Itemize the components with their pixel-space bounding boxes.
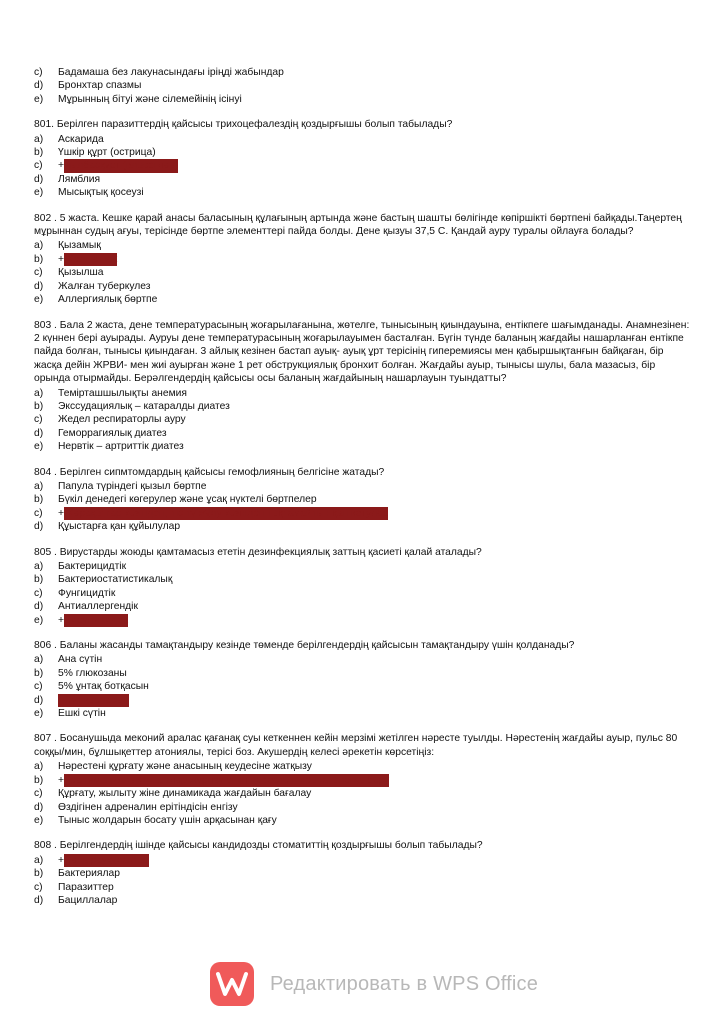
option-text: Бактериялар	[58, 868, 120, 880]
question-text: 801. Берілген паразиттердің қайсысы трихоцефалездің қоздырғышы болып табылады?	[34, 119, 453, 131]
option-text: Өздігінен адреналин ерітіндісін енгізу	[58, 801, 238, 813]
option-text: Ана сүтін	[58, 654, 103, 666]
option-letter: b)	[34, 494, 44, 506]
answer-option-correct	[34, 694, 690, 707]
correct-marker: +	[58, 160, 65, 172]
answer-option	[34, 427, 690, 440]
answer-option	[34, 760, 690, 773]
question-text: 802 . 5 жаста. Кешке қарай анасы баласының құлағының артында және бастың шашты бөлігінде көпіршікті бөртпені байқады.Таңертең мұрыннан судың ағуы, терісінде бөртпе элементтері пайда болды. Дене қызуы 37,5 С. Қандай ауру туралы ойлауға болады?	[34, 212, 682, 238]
option-letter: a)	[34, 480, 44, 492]
question-text: 803 . Бала 2 жаста, дене температурасының жоғарылағанына, жөтелге, тынысының қиындауына, ентікпеге шағымданады. Анамнезінен: 2 күннен бері ауырады. Ауруы дене температурасының жоғарылауымен басталған. Бүгін түнде баланың жағдайы нашарланған ентікпе пайда болған, тынысы қиындаған. 3 айлық кезінен бастап ауық- ауық ұрт терісінің гиперемиясы мен қабыршықтанғын байқаған, бір жасқа дейін ЖРВИ- мен жиі ауырған және 1 рет обструкциялық бронхит болған. Жағдайы ауыр, тынысы шулы, бала мазасыз, бір орында отырмайды. Берәлгендердің қайсысы осы баланың жағдайының нашарлауын туындатты?	[34, 319, 690, 385]
option-text: Қызамық	[58, 240, 101, 252]
question-block	[34, 212, 690, 307]
option-text: Паразиттер	[58, 881, 114, 893]
option: d) Бронхтар спазмы	[34, 80, 142, 92]
answer-option	[34, 881, 690, 894]
option-letter: a)	[34, 654, 44, 666]
option-letter: b)	[34, 253, 44, 265]
option-text: Құрғату, жылыту жіне динамикада жағдайын бағалау	[58, 788, 312, 800]
answer-option	[34, 520, 690, 533]
answer-option	[34, 440, 690, 453]
option-letter: a)	[34, 240, 44, 252]
option-letter: b)	[34, 400, 44, 412]
answer-option-correct	[34, 854, 690, 867]
top-options	[34, 66, 690, 106]
option-text: Фунгицидтік	[58, 587, 116, 599]
option-letter: d)	[34, 894, 44, 906]
option-letter: c)	[34, 414, 43, 426]
option-text: Жалған туберкулез	[58, 280, 151, 292]
option-letter: d)	[34, 801, 44, 813]
question-text: 805 . Вирустарды жоюды қамтамасыз ететін дезинфекциялық заттың қасиеті қалай аталады?	[34, 546, 482, 558]
answer-option	[34, 707, 690, 720]
option-letter: a)	[34, 133, 44, 145]
question-block	[34, 118, 690, 199]
answer-option	[34, 480, 690, 493]
question-block	[34, 732, 690, 827]
highlighted-answer-text: Реанимациялық шаралар жүргізу үшін нәрестені неонатологқа беру	[64, 774, 390, 786]
question-list	[34, 118, 690, 907]
option-letter: a)	[34, 761, 44, 773]
option-text: Қызылша	[58, 267, 104, 279]
option-letter: b)	[34, 574, 44, 586]
option-text: Үшкір құрт (острица)	[58, 147, 156, 159]
option-letter: b)	[34, 774, 44, 786]
answer-option	[34, 787, 690, 800]
option-letter: e)	[34, 294, 44, 306]
answer-option-correct	[34, 774, 690, 787]
answer-option	[34, 413, 690, 426]
question-block	[34, 466, 690, 534]
answer-option	[34, 239, 690, 252]
highlighted-answer-text: Вирулицидтік	[64, 614, 129, 626]
correct-marker: +	[58, 774, 65, 786]
option-text: Геморрагиялық диатез	[58, 427, 167, 439]
answer-option	[34, 493, 690, 506]
option-text: Экссудациялық – катаралды диатез	[58, 400, 230, 412]
highlighted-answer-text: +Сүт қоспасын	[58, 694, 130, 706]
option-letter: d)	[34, 601, 44, 613]
question-block	[34, 839, 690, 907]
correct-marker: +	[58, 507, 65, 519]
option-text: Ешкі сүтін	[58, 708, 106, 720]
option-text: Лямблия	[58, 173, 101, 185]
option-text: Антиаллергендік	[58, 601, 138, 613]
option-letter: b)	[34, 147, 44, 159]
answer-option	[34, 133, 690, 146]
answer-option	[34, 867, 690, 880]
answer-option	[34, 560, 690, 573]
option-letter: c)	[34, 587, 43, 599]
question-text: 804 . Берілген сипмтомдардың қайсысы гемофлияның белгісіне жатады?	[34, 466, 385, 478]
option-letter: d)	[34, 173, 44, 185]
wps-edit-banner[interactable]	[210, 962, 538, 1006]
option-text: Аллергиялық бөртпе	[58, 294, 158, 306]
option-letter: b)	[34, 868, 44, 880]
correct-marker: +	[58, 854, 65, 866]
option-text: Нәрестені құрғату және анасының кеудесіне жатқызу	[58, 761, 312, 773]
option-letter: b)	[34, 667, 44, 679]
wps-edit-label[interactable]: Редактировать в WPS Office	[270, 972, 539, 995]
answer-option	[34, 293, 690, 306]
answer-option	[34, 186, 690, 199]
answer-option	[34, 680, 690, 693]
option-text: Бактериостатистикалық	[58, 574, 173, 586]
question-text: 806 . Баланы жасанды тамақтандыру кезінде төменде берілгендердің қайсысын тамақтандыру үшін қолданады?	[34, 640, 575, 652]
option-letter: c)	[34, 681, 43, 693]
answer-option	[34, 146, 690, 159]
answer-option	[34, 894, 690, 907]
question-block	[34, 639, 690, 720]
answer-option	[34, 173, 690, 186]
answer-option	[34, 667, 690, 680]
answer-option	[34, 573, 690, 586]
answer-option-correct	[34, 507, 690, 520]
option-text: Аскарида	[58, 133, 104, 145]
answer-option-correct	[34, 253, 690, 266]
highlighted-answer-text: Жарақаттар кезіндегі, тіс тү жұлу кезіндегі тоқтамайтын қан кетулер	[64, 507, 389, 519]
question-text: 808 . Берілгендердің ішінде қайсысы кандидозды стоматиттің қоздырғышы болып табылады?	[34, 840, 483, 852]
option: e) Мұрынның бітуі және сілемейінің ісінуі	[34, 93, 242, 105]
question-block	[34, 319, 690, 454]
highlighted-answer-text: Қылбасқұрт (власоглав)	[64, 160, 179, 172]
option-letter: e)	[34, 814, 44, 826]
option-letter: a)	[34, 854, 44, 866]
highlighted-answer-text: Саңырауқұлақтар	[64, 854, 149, 866]
answer-option	[34, 801, 690, 814]
option-letter: c)	[34, 267, 43, 279]
option-letter: d)	[34, 521, 44, 533]
option-letter: c)	[34, 507, 43, 519]
option-text: Мысықтық қосеузі	[58, 187, 144, 199]
highlighted-answer-text: Желшешек	[64, 253, 118, 265]
option: c) Бадамаша без лакунасындағы іріңді жабындар	[34, 67, 284, 78]
wps-w-icon	[210, 962, 254, 1006]
option-letter: e)	[34, 441, 44, 453]
option-letter: c)	[34, 881, 43, 893]
option-letter: e)	[34, 187, 44, 199]
option-letter: d)	[34, 280, 44, 292]
answer-option	[34, 653, 690, 666]
option-letter: d)	[34, 694, 44, 706]
answer-option	[34, 600, 690, 613]
answer-option	[34, 587, 690, 600]
answer-option-correct	[34, 614, 690, 627]
option-text: Бациллалар	[58, 894, 118, 906]
question-text: 807 . Босанушыда меконий аралас қағанақ суы кеткеннен кейін мерзімі жетілген нәресте туылды. Нәрестенің жағдайы ауыр, пульс 80 соққы/мин, бұлшықеттер атониялы, терісі боз. Акушердің келесі әрекетін көрсетіңіз:	[34, 733, 678, 758]
option-letter: a)	[34, 561, 44, 572]
option-letter: e)	[34, 708, 44, 720]
option-text: Темірташшылықты анемия	[58, 387, 187, 399]
option-letter: d)	[34, 427, 44, 439]
answer-option	[34, 266, 690, 279]
option-text: Бүкіл денедегі көгерулер және ұсақ нүктелі бөртпелер	[58, 494, 317, 506]
answer-option	[34, 280, 690, 293]
option-text: Тыныс жолдарын босату үшін арқасынан қағу	[58, 814, 277, 826]
correct-marker: +	[58, 614, 65, 626]
option-text: Жедел респираторлы ауру	[58, 414, 186, 426]
option-text: Бактерицидтік	[58, 561, 127, 572]
option-text: Нервтік – артриттік диатез	[58, 441, 184, 453]
option-text: Папула түріндегі қызыл бөртпе	[58, 480, 207, 492]
option-letter: c)	[34, 788, 43, 800]
option-letter: e)	[34, 614, 44, 626]
option-letter: a)	[34, 387, 44, 399]
answer-option	[34, 400, 690, 413]
answer-option	[34, 387, 690, 400]
option-letter: c)	[34, 160, 43, 172]
option-text: 5% глюкозаны	[58, 667, 127, 679]
correct-marker: +	[58, 253, 65, 265]
question-block	[34, 546, 690, 627]
answer-option-correct	[34, 159, 690, 172]
option-text: 5% ұнтақ ботқасын	[58, 681, 149, 693]
option-text: Құыстарға қан құйылулар	[58, 521, 181, 533]
document-body	[34, 66, 690, 907]
answer-option	[34, 814, 690, 827]
